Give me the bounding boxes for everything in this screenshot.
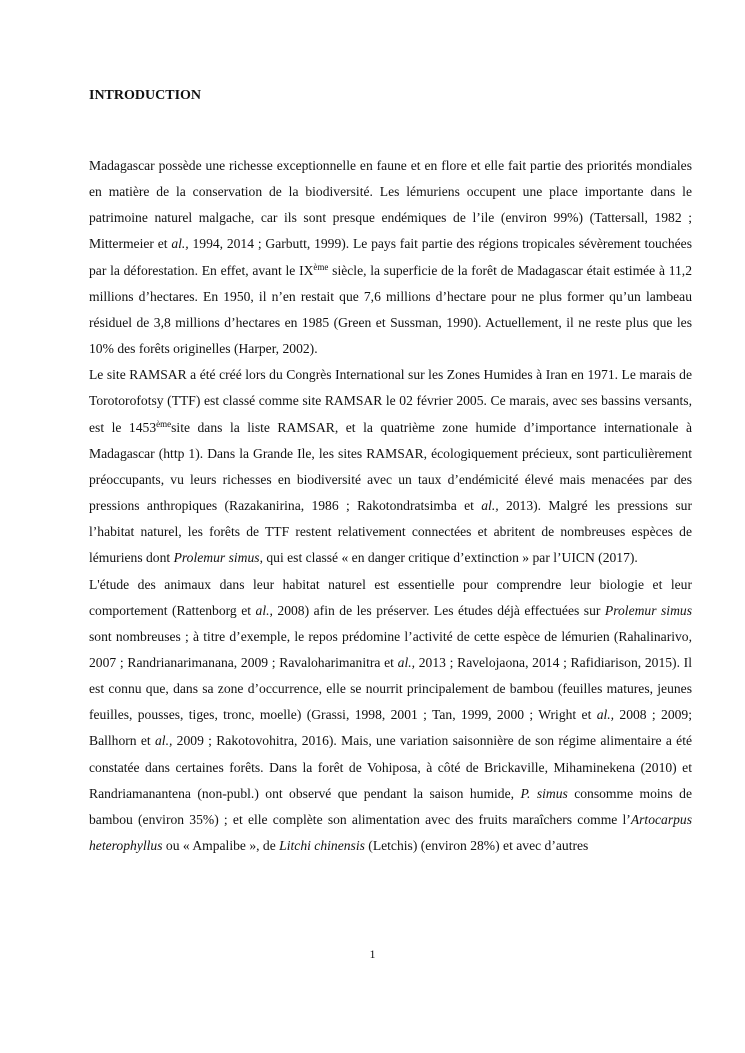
paragraph-3 [89,572,692,860]
body-text [89,153,692,859]
text-run: site dans la liste RAMSAR, et la quatrième zone humide d’importance internationale à Madagascar (http 1). Dans la Grande Ile, les sites RAMSAR, écologiquement précieux, sont particulièrement préoccupants, vu leurs richesses en biodiversité avec un taux d’endémicité élevé mais menacées par des pressions anthropiques (Razakanirina, 1986 ; Rakotondratsimba et [89,419,692,514]
paragraph-2 [89,362,692,571]
text-run: 2008) afin de les préserver. Les études déjà effectuées sur [272,602,605,618]
italic-text: Prolemur simus [604,602,692,618]
text-run: 2013 ; Ravelojaona, 2014 ; Rafidiarison, 2015). Il est connu que, dans sa zone d’occurrence, elle se nourrit principalement de bambou (feuilles matures, jeunes feuilles, pousses, tiges, tronc, moelle) (Grassi, 1998, 2001 ; Tan, 1999, 2000 ; Wright et [89,654,692,723]
text-run: , qui est classé « en danger critique d’extinction » par l’UICN (2017). [259,550,638,566]
italic-text: Prolemur simus [173,550,260,566]
italic-text: Artocarpus heterophyllus [89,811,692,854]
section-heading: INTRODUCTION [89,88,202,103]
text-run: 2008 ; 2009; Ballhorn et [89,707,692,749]
text-run: 2013). Malgré les pressions sur l’habitat naturel, les forêts de TTF restent relativement connectées et abritent de nombreuses espèces de lémuriens dont [89,498,692,566]
italic-text: al., [397,654,416,670]
text-run: siècle, la superficie de la forêt de Madagascar était estimée à 11,2 millions d’hectares. En 1950, il n’en restait que 7,6 millions d’hectare pour ne plus former qu’un lambeau résiduel de 3,8 millions d’hectares en 1985 (Green et Sussman, 1990). Actuellement, il ne reste plus que les 10% des forêts originelles (Harper, 2002). [89,262,693,357]
italic-text: al., [255,602,273,618]
text-run: sont nombreuses ; à titre d’exemple, le repos prédomine l’activité de cette espèce de lémurien (Rahalinarivo, 2007 ; Randrianarimanana, 2009 ; Ravaloharimanitra et [89,628,692,670]
italic-text: al., [171,236,189,252]
text-run: consomme moins de bambou (environ 35%) ; et elle complète son alimentation avec des fruits maraîchers comme l’ [89,785,692,827]
paragraph-1 [89,153,692,362]
text-run: L'étude des animaux dans leur habitat naturel est essentielle pour comprendre leur biologie et leur comportement (Rattenborg et [89,576,692,618]
text-run: 1994, 2014 ; Garbutt, 1999). Le pays fait partie des régions tropicales sévèrement touchées par la déforestation. En effet, avant le IX [89,236,692,278]
text-run: (Letchis) (environ 28%) et avec d’autres [364,838,589,854]
page-number: 1 [369,947,376,961]
superscript: ème [156,418,172,429]
italic-text: P. simus [520,785,568,801]
italic-text: al., [155,733,173,749]
superscript: ème [313,261,329,272]
text-run: ou « Ampalibe », de [162,838,280,854]
italic-text: al., [596,707,615,723]
text-run: Le site RAMSAR a été créé lors du Congrès International sur les Zones Humides à Iran en 1971. Le marais de Torotorofotsy (TTF) est classé comme site RAMSAR le 02 février 2005. Ce marais, avec ses bassins versants, est le 1453 [89,367,692,435]
text-run: Madagascar possède une richesse exceptionnelle en faune et en flore et elle fait partie des priorités mondiales en matière de la conservation de la biodiversité. Les lémuriens occupent une place importante dans le patrimoine naturel malgache, car ils sont presque endémiques de l’ile (environ 99%) (Tattersall, 1982 ; Mittermeier et [89,158,692,252]
italic-text: Litchi chinensis [279,838,365,854]
italic-text: al., [481,498,499,514]
text-run: 2009 ; Rakotovohitra, 2016). Mais, une variation saisonnière de son régime alimentaire a été constatée dans certaines forêts. Dans la forêt de Vohiposa, à côté de Brickaville, Mihaminekena (2010) et Randriamanantena (non-publ.) ont observé que pendant la saison humide, [89,733,692,801]
